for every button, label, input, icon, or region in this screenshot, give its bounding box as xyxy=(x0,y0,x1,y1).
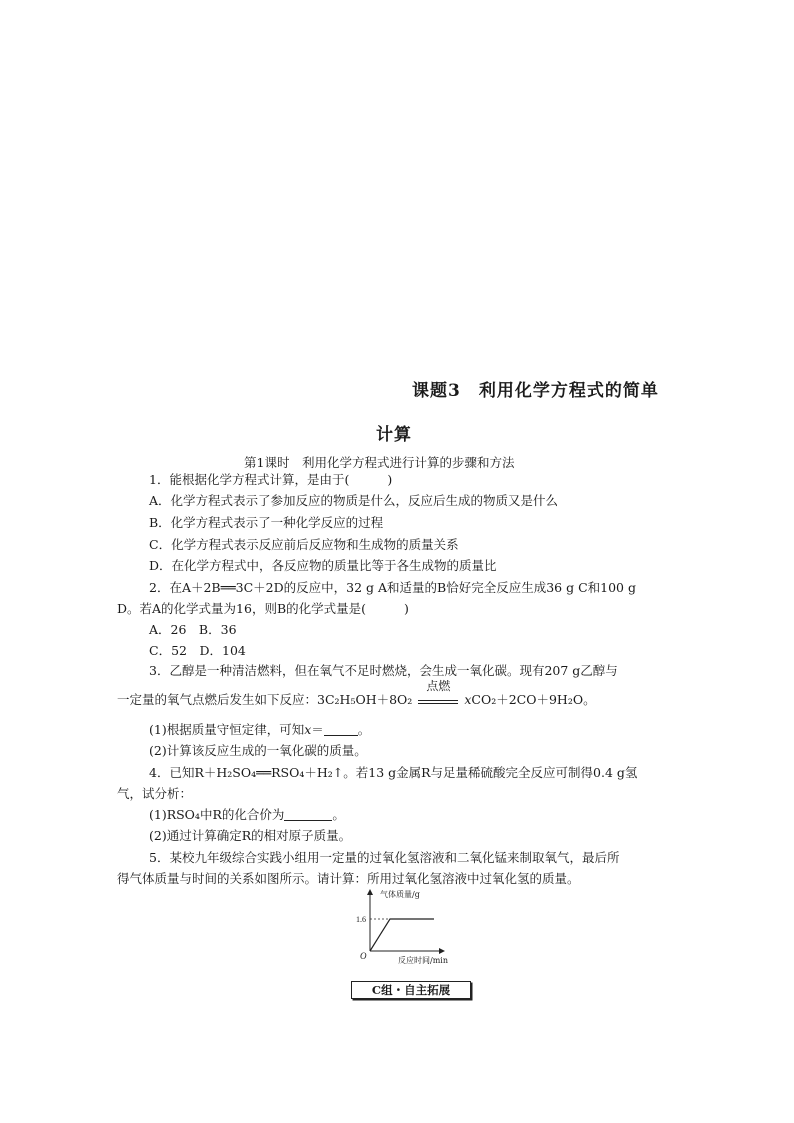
y-axis-label: 气体质量/g xyxy=(380,890,420,899)
q4-sub1 xyxy=(149,807,345,823)
q2-line2-end: ) xyxy=(404,601,409,616)
q2-line2 xyxy=(117,601,409,617)
section-banner: C组・自主拓展 xyxy=(351,981,471,999)
q3-sub1-variable: x xyxy=(304,722,312,737)
q3-line1: 3．乙醇是一种清洁燃料，但在氧气不足时燃烧，会生成一氧化碳。现有207 g乙醇与 xyxy=(149,663,618,678)
q2-options-cd: C．52 D．104 xyxy=(149,643,246,658)
q2-line2-text: D。若A的化学式量为16，则B的化学式量是( xyxy=(117,601,367,616)
q3-equation-variable: x xyxy=(464,692,472,707)
q4-sub1-end: 。 xyxy=(332,807,345,822)
q3-sub1-answer-blank[interactable] xyxy=(324,723,358,736)
q1-stem-text: 1．能根据化学方程式计算，是由于( xyxy=(149,472,350,487)
q3-sub2: (2)计算该反应生成的一氧化碳的质量。 xyxy=(149,743,367,758)
reaction-condition-arrow xyxy=(418,679,458,704)
q2-options-ab: A．26 B．36 xyxy=(149,622,237,637)
q2-line1: 2．在A＋2B══3C＋2D的反应中，32 g A和适量的B恰好完全反应生成36 g C和100 g xyxy=(149,580,636,595)
q1-option-b: B．化学方程式表示了一种化学反应的过程 xyxy=(149,515,384,530)
q5-line1: 5．某校九年级综合实践小组用一定量的过氧化氢溶液和二氧化锰来制取氧气，最后所 xyxy=(149,850,620,865)
q1-option-c: C．化学方程式表示反应前后反应物和生成物的质量关系 xyxy=(149,537,459,552)
section-subtitle: 第1课时 利用化学方程式进行计算的步骤和方法 xyxy=(244,455,515,470)
q1-stem-end: ) xyxy=(387,472,393,487)
lesson-title-line2: 计算 xyxy=(376,425,412,445)
origin-label: O xyxy=(360,951,367,961)
q5-line2: 得气体质量与时间的关系如图所示。请计算：所用过氧化氢溶液中过氧化氢的质量。 xyxy=(117,871,580,886)
q4-line1: 4．已知R＋H₂SO₄══RSO₄＋H₂↑。若13 g金属R与足量稀硫酸完全反应可制得0.4 g氢 xyxy=(149,765,638,780)
q1-option-a: A．化学方程式表示了参加反应的物质是什么，反应后生成的物质又是什么 xyxy=(149,493,559,508)
q4-sub1-text: (1)RSO₄中R的化合价为 xyxy=(149,807,285,822)
q3-equation-right: CO₂＋2CO＋9H₂O。 xyxy=(471,692,596,707)
data-line xyxy=(370,919,434,951)
gas-mass-time-graph xyxy=(340,886,480,970)
q3-equation-left: 3C₂H₅OH＋8O₂ xyxy=(317,692,413,707)
q3-sub1-eq: ＝ xyxy=(311,722,324,737)
reaction-condition-label: 点燃 xyxy=(426,679,451,693)
q4-line2: 气，试分析： xyxy=(117,786,193,801)
q1-stem xyxy=(149,472,392,488)
q3-line2 xyxy=(117,679,596,708)
y-tick-label: 1.6 xyxy=(356,915,366,924)
q3-sub1-text: (1)根据质量守恒定律，可知 xyxy=(149,722,305,737)
q4-sub2: (2)通过计算确定R的相对原子质量。 xyxy=(149,828,352,843)
q4-sub1-answer-blank[interactable] xyxy=(284,808,332,821)
x-axis-label: 反应时间/min xyxy=(398,956,448,965)
q3-line2-pre: 一定量的氧气点燃后发生如下反应： xyxy=(117,692,318,707)
q3-sub1-end: 。 xyxy=(357,722,371,737)
q1-option-d: D．在化学方程式中，各反应物的质量比等于各生成物的质量比 xyxy=(149,558,497,573)
lesson-title-line1: 课题3 利用化学方程式的简单 xyxy=(412,381,659,401)
q3-sub1 xyxy=(149,722,370,738)
